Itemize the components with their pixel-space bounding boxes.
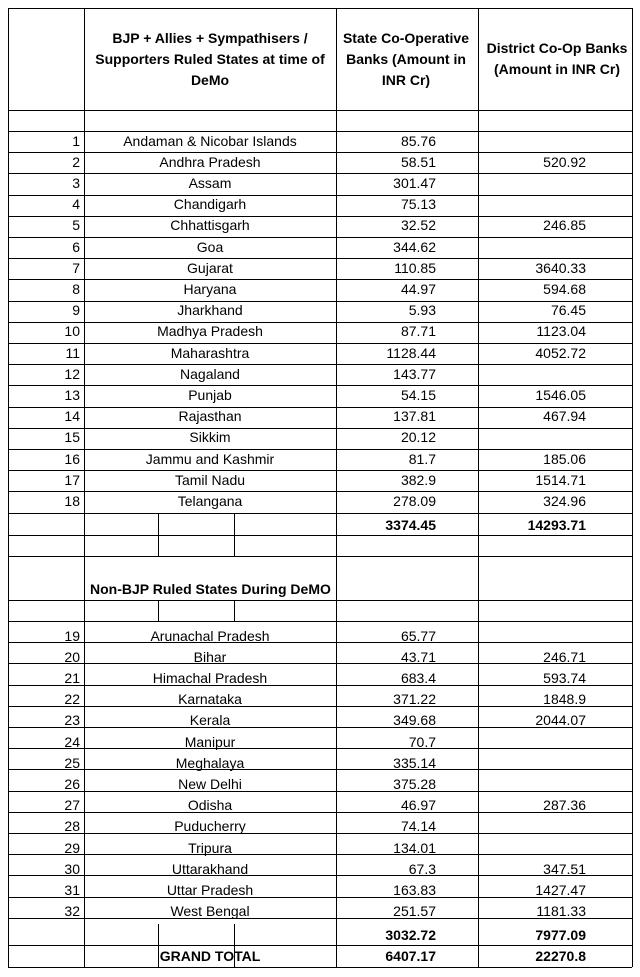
state-name: Arunachal Pradesh — [150, 627, 270, 644]
state-coop-amount: 67.3 — [408, 860, 436, 877]
district-coop-amount: 1427.47 — [535, 881, 586, 898]
state-coop-amount: 110.85 — [394, 259, 436, 276]
row-number: 30 — [64, 860, 80, 877]
state-name: Chhattisgarh — [170, 217, 250, 234]
state-name: Maharashtra — [170, 344, 250, 361]
state-name: Kerala — [189, 712, 231, 729]
state-name: Bihar — [193, 648, 227, 665]
state-coop-amount: 75.13 — [400, 196, 436, 213]
district-coop-amount: 467.94 — [543, 408, 586, 425]
state-coop-amount: 70.7 — [408, 733, 436, 750]
state-coop-amount: 335.14 — [393, 754, 436, 771]
state-coop-amount: 683.4 — [400, 669, 436, 686]
non-bjp-section-title: Non-BJP Ruled States During DeMO — [90, 581, 331, 597]
state-coop-amount: 344.62 — [393, 238, 436, 255]
state-coop-amount: 44.97 — [400, 280, 436, 297]
state-name: Uttarakhand — [171, 860, 249, 877]
state-name: Andaman & Nicobar Islands — [123, 132, 297, 149]
row-number: 32 — [64, 903, 80, 920]
state-coop-amount: 74.14 — [400, 818, 436, 835]
row-number: 14 — [64, 408, 80, 425]
grid-line — [8, 8, 632, 9]
state-name: Himachal Pradesh — [152, 669, 268, 686]
state-coop-amount: 81.7 — [408, 450, 436, 467]
district-coop-amount: 594.68 — [543, 280, 586, 297]
state-coop-amount: 46.97 — [400, 797, 436, 814]
bjp-subtotal-state-coop: 3374.45 — [385, 517, 436, 533]
district-coop-amount: 246.85 — [543, 217, 586, 234]
non-bjp-subtotal-state-coop: 3032.72 — [385, 927, 436, 943]
non-bjp-subtotal-district-coop: 7977.09 — [535, 927, 586, 943]
grid-line — [8, 513, 632, 514]
district-coop-amount: 4052.72 — [535, 344, 586, 361]
district-coop-amount: 2044.07 — [535, 712, 586, 729]
state-coop-amount: 137.81 — [393, 408, 436, 425]
state-coop-amount: 32.52 — [400, 217, 436, 234]
district-coop-amount: 324.96 — [543, 492, 586, 509]
grand-total-district-coop: 22270.8 — [535, 948, 586, 964]
row-number: 24 — [64, 733, 80, 750]
row-number: 2 — [72, 153, 80, 170]
state-coop-amount: 375.28 — [393, 775, 436, 792]
state-name: Jammu and Kashmir — [145, 450, 275, 467]
grand-total-label: GRAND TOTAL — [159, 948, 261, 964]
grid-line — [8, 556, 632, 557]
row-number: 22 — [64, 691, 80, 708]
state-coop-amount: 134.01 — [393, 839, 436, 856]
state-coop-amount: 43.71 — [400, 648, 436, 665]
state-coop-amount: 65.77 — [400, 627, 436, 644]
state-name: Jharkhand — [177, 302, 243, 319]
state-coop-amount: 85.76 — [400, 132, 436, 149]
state-name: Odisha — [187, 797, 233, 814]
state-name: Andhra Pradesh — [159, 153, 261, 170]
state-name: Nagaland — [180, 365, 240, 382]
grid-line — [8, 110, 632, 111]
row-number: 28 — [64, 818, 80, 835]
state-coop-amount: 1128.44 — [386, 344, 436, 361]
state-coop-amount: 20.12 — [400, 429, 436, 446]
state-name: Goa — [196, 238, 224, 255]
district-coop-amount: 1514.71 — [535, 471, 586, 488]
bjp-subtotal-district-coop: 14293.71 — [527, 517, 586, 533]
state-name: Rajasthan — [178, 408, 242, 425]
state-name: Gujarat — [187, 259, 233, 276]
row-number: 18 — [64, 492, 80, 509]
state-coop-amount: 5.93 — [408, 302, 436, 319]
district-coop-amount: 1123.04 — [536, 323, 586, 340]
district-coop-amount: 1848.9 — [543, 691, 586, 708]
district-coop-amount: 246.71 — [543, 648, 586, 665]
state-coop-amount: 301.47 — [393, 174, 436, 191]
state-coop-amount: 58.51 — [400, 153, 436, 170]
row-number: 25 — [64, 754, 80, 771]
district-coop-amount: 3640.33 — [535, 259, 586, 276]
row-number: 1 — [72, 132, 80, 149]
state-name: Tamil Nadu — [174, 471, 246, 488]
district-coop-amount: 347.51 — [543, 860, 586, 877]
district-coop-amount: 1546.05 — [535, 386, 586, 403]
district-coop-amount: 76.45 — [550, 302, 586, 319]
row-number: 4 — [72, 196, 80, 213]
state-name: Chandigarh — [173, 196, 247, 213]
row-number: 19 — [64, 627, 80, 644]
state-name: Sikkim — [189, 429, 231, 446]
row-number: 10 — [64, 323, 80, 340]
state-name: Assam — [188, 174, 232, 191]
state-name: Telangana — [177, 492, 243, 509]
state-name: Haryana — [183, 280, 237, 297]
state-coop-amount: 382.9 — [400, 471, 436, 488]
state-name: Tripura — [188, 839, 232, 856]
row-number: 7 — [72, 259, 80, 276]
district-coop-amount: 1181.33 — [536, 903, 586, 920]
row-number: 12 — [64, 365, 80, 382]
district-coop-amount: 185.06 — [543, 450, 586, 467]
state-name: Punjab — [188, 386, 232, 403]
state-coop-amount: 349.68 — [393, 712, 436, 729]
header-district-coop: District Co-Op Banks (Amount in INR Cr) — [486, 40, 628, 77]
row-number: 9 — [72, 302, 80, 319]
grand-total-state-coop: 6407.17 — [385, 948, 436, 964]
district-coop-amount: 520.92 — [543, 153, 586, 170]
state-coop-amount: 87.71 — [400, 323, 436, 340]
row-number: 20 — [64, 648, 80, 665]
grid-line — [632, 8, 633, 967]
district-coop-amount: 593.74 — [543, 669, 586, 686]
state-coop-amount: 371.22 — [393, 691, 436, 708]
state-name: Puducherry — [174, 818, 246, 835]
state-name: Karnataka — [178, 691, 242, 708]
grid-line — [8, 600, 632, 601]
row-number: 26 — [64, 775, 80, 792]
row-number: 15 — [64, 429, 80, 446]
state-coop-amount: 143.77 — [393, 365, 436, 382]
row-number: 6 — [72, 238, 80, 255]
state-coop-amount: 278.09 — [393, 492, 436, 509]
row-number: 16 — [64, 450, 80, 467]
row-number: 3 — [72, 174, 80, 191]
state-name: West Bengal — [170, 903, 250, 920]
row-number: 31 — [64, 881, 80, 898]
grid-line — [234, 600, 235, 621]
district-coop-amount: 287.36 — [543, 797, 586, 814]
state-name: New Delhi — [178, 775, 242, 792]
state-name: Uttar Pradesh — [166, 881, 254, 898]
row-number: 13 — [64, 386, 80, 403]
header-state-coop: State Co-Operative Banks (Amount in INR Cr) — [342, 30, 470, 88]
row-number: 11 — [65, 344, 80, 361]
grid-line — [158, 514, 159, 556]
state-coop-amount: 54.15 — [400, 386, 436, 403]
row-number: 29 — [64, 839, 80, 856]
row-number: 17 — [64, 471, 80, 488]
state-coop-amount: 163.83 — [393, 881, 436, 898]
grid-line — [158, 600, 159, 621]
grid-line — [234, 514, 235, 556]
grid-line — [8, 621, 632, 622]
row-number: 23 — [64, 712, 80, 729]
state-name: Meghalaya — [175, 754, 245, 771]
row-number: 21 — [64, 669, 80, 686]
row-number: 8 — [72, 280, 80, 297]
state-name: Manipur — [184, 733, 236, 750]
state-coop-amount: 251.57 — [393, 903, 436, 920]
state-name: Madhya Pradesh — [157, 323, 263, 340]
row-number: 27 — [64, 797, 80, 814]
grid-line — [8, 967, 632, 968]
header-state-group: BJP + Allies + Sympathisers / Supporters Ruled States at time of DeMo — [95, 30, 325, 88]
row-number: 5 — [72, 217, 80, 234]
